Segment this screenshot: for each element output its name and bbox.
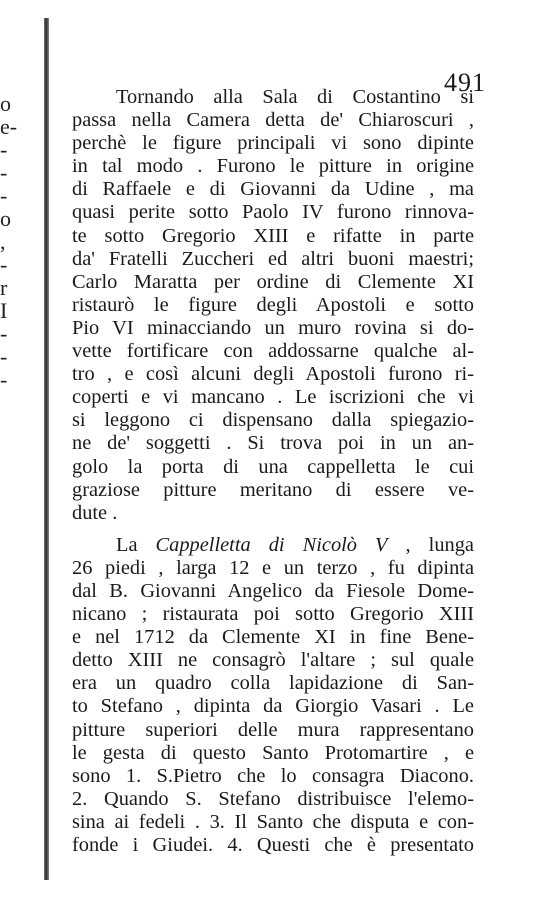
text-line: ne de' soggetti . Si trova poi in un an- <box>72 432 474 455</box>
text-line: da' Fratelli Zuccheri ed altri buoni maestri; <box>72 247 474 270</box>
text-line: dal B. Giovanni Angelico da Fiesole Dome- <box>72 579 474 602</box>
text-line: Pio VI minacciando un muro rovina si do- <box>72 316 474 339</box>
bleed-char: - <box>0 138 8 161</box>
facing-page-bleed <box>0 92 22 422</box>
text-line: e nel 1712 da Clemente XI in fine Bene- <box>72 626 474 649</box>
bleed-char: o <box>0 92 11 115</box>
text-line: golo la porta di una cappelletta le cui <box>72 455 474 478</box>
text-line: fonde i Giudei. 4. Questi che è presentato <box>72 834 474 856</box>
text-line: le gesta di questo Santo Protomartire , e <box>72 741 474 764</box>
text-line: nicano ; ristaurata poi sotto Gregorio XIII <box>72 603 474 626</box>
bleed-char: , <box>0 230 6 253</box>
bleed-char: - <box>0 322 8 345</box>
paragraph <box>72 86 474 525</box>
chapel-title: Cappelletta di Nicolò V <box>155 533 388 556</box>
text-line: passa nella Camera detta de' Chiaroscuri , <box>72 109 474 132</box>
page-number: 491 <box>444 68 486 97</box>
bleed-char: e- <box>0 115 18 138</box>
book-spine-shadow <box>44 18 49 880</box>
text-line: in tal modo . Furono le pitture in origine <box>72 155 474 178</box>
text-line <box>72 534 474 557</box>
text-line: te sotto Gregorio XIII e rifatte in parte <box>72 224 474 247</box>
text-line: era un quadro colla lapidazione di San- <box>72 672 474 695</box>
text-line: to Stefano , dipinta da Giorgio Vasari . Le <box>72 695 474 718</box>
text-line: dute . <box>72 501 118 524</box>
text-line: 26 piedi , larga 12 e un terzo , fu dipinta <box>72 556 474 579</box>
text-line: di Raffaele e di Giovanni da Udine , ma <box>72 178 474 201</box>
text-fragment: La <box>116 533 156 556</box>
text-line: pitture superiori delle mura rappresentano <box>72 718 474 741</box>
text-line: tro , e così alcuni degli Apostoli furono ri- <box>72 363 474 386</box>
text-line: coperti e vi mancano . Le iscrizioni che vi <box>72 386 474 409</box>
text-line: Carlo Maratta per ordine di Clemente XI <box>72 270 474 293</box>
bleed-char: - <box>0 161 8 184</box>
text-line: si leggono ci dispensano dalla spiegazio- <box>72 409 474 432</box>
text-line: detto XIII ne consagrò l'altare ; sul quale <box>72 649 474 672</box>
body-text <box>72 86 474 857</box>
bleed-char: - <box>0 345 8 368</box>
text-line: sina ai fedeli . 3. Il Santo che disputa e con- <box>72 810 474 833</box>
text-line: vette fortificare con addossarne qualche al- <box>72 340 474 363</box>
bleed-char: - <box>0 368 8 391</box>
text-line: Tornando alla Sala di Costantino si <box>116 86 474 108</box>
bleed-char: - <box>0 184 8 207</box>
paragraph <box>72 534 474 857</box>
text-line: graziose pitture meritano di essere ve- <box>72 478 474 501</box>
bleed-char: I <box>0 299 8 322</box>
text-line: quasi perite sotto Paolo IV furono rinnova- <box>72 201 474 224</box>
bleed-char: o <box>0 207 11 230</box>
text-line: 2. Quando S. Stefano distribuisce l'elemo- <box>72 787 474 810</box>
text-line: ristaurò le figure degli Apostoli e sotto <box>72 293 474 316</box>
text-line: perchè le figure principali vi sono dipinte <box>72 132 474 155</box>
bleed-char: r <box>0 276 8 299</box>
bleed-char: - <box>0 253 8 276</box>
text-line: sono 1. S.Pietro che lo consagra Diacono. <box>72 764 474 787</box>
text-fragment: , lunga <box>387 533 474 556</box>
